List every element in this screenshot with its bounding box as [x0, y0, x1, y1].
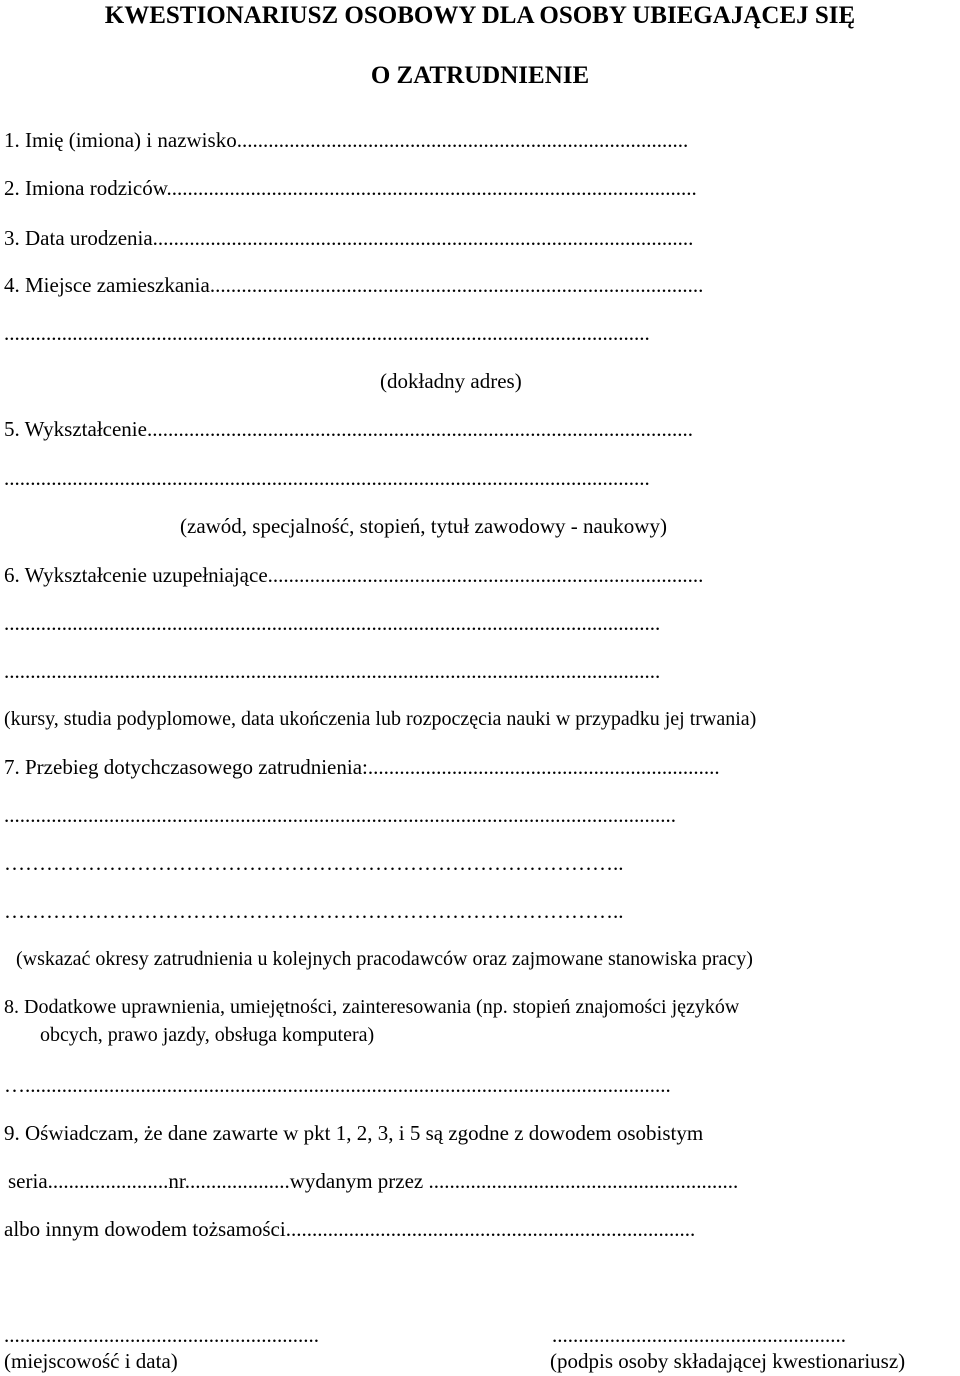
hint-courses: (kursy, studia podyplomowe, data ukończenia lub rozpoczęcia nauki w przypadku jej trwania): [4, 708, 757, 730]
field-parents-names[interactable]: 2. Imiona rodziców.....................................................................................................: [4, 176, 697, 200]
q8-label-line1: 8. Dodatkowe uprawnienia, umiejętności, zainteresowania (np. stopień znajomości języków: [4, 996, 740, 1018]
field-additional-education[interactable]: 6. Wykształcenie uzupełniające...................................................................................: [4, 563, 704, 587]
q8-label-line2: obcych, prawo jazdy, obsługa komputera): [40, 1024, 375, 1046]
label-place-date: (miejscowość i data): [4, 1349, 178, 1373]
label-signature: (podpis osoby składającej kwestionariusz): [550, 1349, 906, 1373]
field-birth-date[interactable]: 3. Data urodzenia.......................................................................................................: [4, 226, 694, 250]
field-additional-education-cont1[interactable]: .............................................................................................................................: [4, 611, 661, 635]
q9-statement: 9. Oświadczam, że dane zawarte w pkt 1, 2, 3, i 5 są zgodne z dowodem osobistym: [4, 1121, 704, 1145]
field-other-id[interactable]: albo innym dowodem tożsamości..............................................................................: [4, 1217, 696, 1241]
form-title-line2: O ZATRUDNIENIE: [370, 62, 590, 89]
field-additional-skills[interactable]: …...........................................................................................................................: [4, 1073, 671, 1097]
form-title-line1: KWESTIONARIUSZ OSOBOWY DLA OSOBY UBIEGAJĄCEJ SIĘ: [104, 2, 856, 29]
field-id-series-number[interactable]: seria.......................nr....................wydanym przez ...........................................................: [8, 1169, 739, 1193]
field-employment-history[interactable]: 7. Przebieg dotychczasowego zatrudnienia:...................................................................: [4, 755, 720, 779]
field-residence[interactable]: 4. Miejsce zamieszkania..............................................................................................: [4, 273, 704, 297]
field-place-date[interactable]: ............................................................: [4, 1323, 319, 1347]
hint-exact-address: (dokładny adres): [380, 369, 522, 393]
field-employment-history-cont2[interactable]: ……………………………………………………………………………..: [4, 851, 624, 875]
field-education[interactable]: 5. Wykształcenie........................................................................................................: [4, 417, 693, 441]
hint-employment: (wskazać okresy zatrudnienia u kolejnych pracodawców oraz zajmowane stanowiska pracy): [16, 948, 753, 970]
hint-profession: (zawód, specjalność, stopień, tytuł zawodowy - naukowy): [180, 514, 667, 538]
field-signature[interactable]: ........................................................: [552, 1323, 846, 1347]
field-additional-education-cont2[interactable]: .............................................................................................................................: [4, 659, 661, 683]
field-residence-cont[interactable]: ...........................................................................................................................: [4, 321, 650, 345]
field-full-name[interactable]: 1. Imię (imiona) i nazwisko......................................................................................: [4, 128, 689, 152]
field-employment-history-cont1[interactable]: ................................................................................................................................: [4, 803, 676, 827]
field-education-cont[interactable]: ...........................................................................................................................: [4, 466, 650, 490]
field-employment-history-cont3[interactable]: ……………………………………………………………………………..: [4, 899, 624, 923]
